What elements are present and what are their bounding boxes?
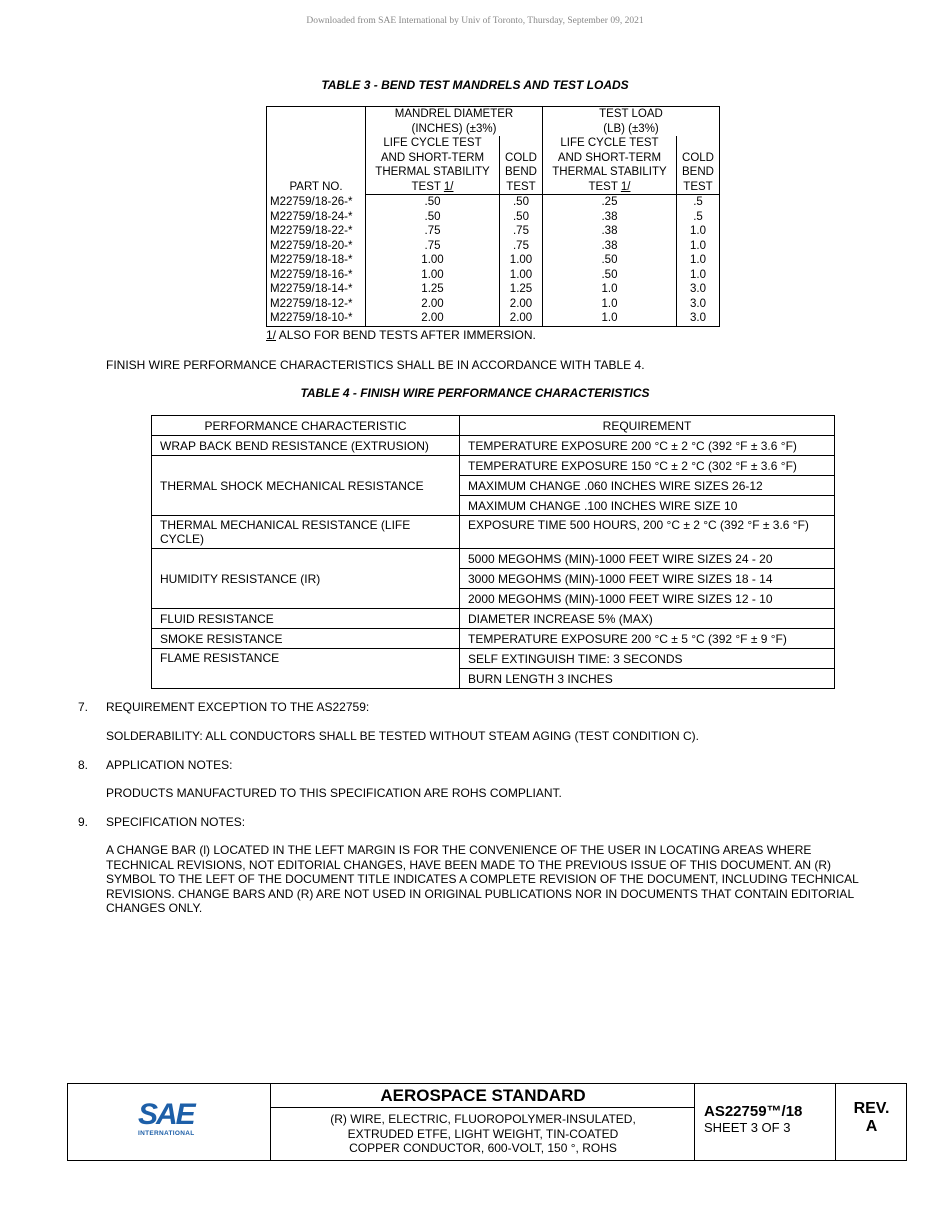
mandrel-cold-cell: 1.00 [500,253,543,268]
load-life-cell: .50 [542,268,676,283]
table3-footnote: 1/ ALSO FOR BEND TESTS AFTER IMMERSION. [266,328,536,342]
load-life-cell: .50 [542,253,676,268]
section-9-title: SPECIFICATION NOTES: [106,815,246,829]
req-smoke: TEMPERATURE EXPOSURE 200 °C ± 5 °C (392 °F ± 9 °F) [460,629,835,649]
req-flame-2: BURN LENGTH 3 INCHES [460,669,835,689]
char-smoke: SMOKE RESISTANCE [152,629,460,649]
mandrel-cold-cell: .75 [500,239,543,254]
char-flame: FLAME RESISTANCE [152,649,460,689]
load-cold-cell: 1.0 [676,224,719,239]
load-cold-cell: 1.0 [676,268,719,283]
req-humidity-3: 2000 MEGOHMS (MIN)-1000 FEET WIRE SIZES 12 - 10 [460,589,835,609]
char-thermal-mech: THERMAL MECHANICAL RESISTANCE (LIFE CYCLE) [152,516,460,549]
load-life-cell: .38 [542,224,676,239]
load-life-cell: .38 [542,210,676,225]
performance-table [151,415,835,689]
part-no-cell: M22759/18-12-* [267,297,366,312]
table-row [267,297,720,312]
download-notice: Downloaded from SAE International by Univ of Toronto, Thursday, September 09, 2021 [306,16,644,26]
load-cold-cell: 1.0 [676,253,719,268]
req-wrap: TEMPERATURE EXPOSURE 200 °C ± 2 °C (392 °F ± 3.6 °F) [460,436,835,456]
part-no-cell: M22759/18-22-* [267,224,366,239]
group-mandrel: MANDREL DIAMETER (INCHES) (±3%) [366,107,543,137]
table-row [267,311,720,326]
mandrel-life-cell: .50 [366,210,500,225]
part-no-cell: M22759/18-24-* [267,210,366,225]
mandrel-cold-cell: .75 [500,224,543,239]
table-row [267,253,720,268]
sheet-number: SHEET 3 OF 3 [704,1120,791,1135]
document-title: (R) WIRE, ELECTRIC, FLUOROPOLYMER-INSULATED, EXTRUDED ETFE, LIGHT WEIGHT, TIN-COATED COPPER CONDUCTOR, 600-VOLT, 150 °, ROHS [330,1112,636,1155]
load-cold-cell: 1.0 [676,239,719,254]
section-8-number: 8. [78,758,89,772]
part-no-cell: M22759/18-26-* [267,195,366,210]
req-humidity-1: 5000 MEGOHMS (MIN)-1000 FEET WIRE SIZES 24 - 20 [460,549,835,569]
table-row [267,268,720,283]
req-thermal-shock-1: TEMPERATURE EXPOSURE 150 °C ± 2 °C (302 °F ± 3.6 °F) [460,456,835,476]
char-wrap: WRAP BACK BEND RESISTANCE (EXTRUSION) [152,436,460,456]
load-cold-cell: 3.0 [676,311,719,326]
part-no-cell: M22759/18-16-* [267,268,366,283]
part-no-cell: M22759/18-10-* [267,311,366,326]
table-row [267,195,720,210]
char-humidity: HUMIDITY RESISTANCE (IR) [152,549,460,609]
section-7-number: 7. [78,700,89,714]
table-row [267,282,720,297]
table3-caption: TABLE 3 - BEND TEST MANDRELS AND TEST LOADS [321,78,629,92]
part-no-cell: M22759/18-20-* [267,239,366,254]
mandrel-cold-cell: 2.00 [500,297,543,312]
mandrel-life-cell: .50 [366,195,500,210]
col-mandrel-cold: COLD BEND TEST [500,136,543,195]
mandrel-life-cell: 2.00 [366,311,500,326]
load-life-cell: .25 [542,195,676,210]
req-thermal-mech: EXPOSURE TIME 500 HOURS, 200 °C ± 2 °C (392 °F ± 3.6 °F) [460,516,835,549]
section-9-number: 9. [78,815,89,829]
mandrel-life-cell: 1.00 [366,253,500,268]
load-cold-cell: 3.0 [676,282,719,297]
group-load: TEST LOAD (LB) (±3%) [542,107,719,137]
load-cold-cell: .5 [676,210,719,225]
head-characteristic: PERFORMANCE CHARACTERISTIC [152,416,460,436]
section-9-body: A CHANGE BAR (l) LOCATED IN THE LEFT MARGIN IS FOR THE CONVENIENCE OF THE USER IN LOCATING AREAS WHERE TECHNICAL REVISIONS, NOT EDITORIAL CHANGES, HAVE BEEN MADE TO THE PREVIOUS ISSUE OF THIS DOCUMENT. AN (R) SYMBOL TO THE LEFT OF THE DOCUMENT TITLE INDICATES A COMPLETE REVISION OF THE DOCUMENT, INCLUDING TECHNICAL REVISIONS. CHANGE BARS AND (R) ARE NOT USED IN ORIGINAL PUBLICATIONS NOR IN DOCUMENTS THAT CONTAIN EDITORIAL CHANGES ONLY. [106,843,859,915]
req-fluid: DIAMETER INCREASE 5% (MAX) [460,609,835,629]
req-flame-1: SELF EXTINGUISH TIME: 3 SECONDS [460,649,835,669]
section-7-title: REQUIREMENT EXCEPTION TO THE AS22759: [106,700,370,714]
document-number: AS22759™/18 [704,1103,803,1120]
col-load-cold: COLD BEND TEST [676,136,719,195]
mandrel-cold-cell: 1.00 [500,268,543,283]
col-part-no: PART NO. [267,107,366,195]
part-no-cell: M22759/18-18-* [267,253,366,268]
table4-caption: TABLE 4 - FINISH WIRE PERFORMANCE CHARACTERISTICS [300,386,650,400]
head-requirement: REQUIREMENT [460,416,835,436]
char-fluid: FLUID RESISTANCE [152,609,460,629]
load-life-cell: .38 [542,239,676,254]
sae-logo: SAE INTERNATIONAL [138,1098,195,1137]
mandrel-cold-cell: 2.00 [500,311,543,326]
mandrel-cold-cell: .50 [500,195,543,210]
bend-test-table [266,106,720,327]
mandrel-life-cell: 2.00 [366,297,500,312]
section-7-body: SOLDERABILITY: ALL CONDUCTORS SHALL BE TESTED WITHOUT STEAM AGING (TEST CONDITION C). [106,729,699,743]
table-row [267,239,720,254]
mandrel-life-cell: .75 [366,224,500,239]
load-life-cell: 1.0 [542,297,676,312]
mandrel-life-cell: 1.25 [366,282,500,297]
req-thermal-shock-2: MAXIMUM CHANGE .060 INCHES WIRE SIZES 26-12 [460,476,835,496]
load-life-cell: 1.0 [542,282,676,297]
standard-label: AEROSPACE STANDARD [271,1084,695,1108]
load-life-cell: 1.0 [542,311,676,326]
finish-intro: FINISH WIRE PERFORMANCE CHARACTERISTICS SHALL BE IN ACCORDANCE WITH TABLE 4. [106,358,645,372]
section-8-body: PRODUCTS MANUFACTURED TO THIS SPECIFICATION ARE ROHS COMPLIANT. [106,786,562,800]
mandrel-life-cell: 1.00 [366,268,500,283]
mandrel-cold-cell: .50 [500,210,543,225]
mandrel-life-cell: .75 [366,239,500,254]
table-row [267,210,720,225]
req-thermal-shock-3: MAXIMUM CHANGE .100 INCHES WIRE SIZE 10 [460,496,835,516]
mandrel-cold-cell: 1.25 [500,282,543,297]
table-row [267,224,720,239]
title-block [67,1083,907,1161]
load-cold-cell: .5 [676,195,719,210]
load-cold-cell: 3.0 [676,297,719,312]
req-humidity-2: 3000 MEGOHMS (MIN)-1000 FEET WIRE SIZES 18 - 14 [460,569,835,589]
rev-value: A [865,1118,878,1135]
rev-label: REV. [853,1100,890,1117]
part-no-cell: M22759/18-14-* [267,282,366,297]
section-8-title: APPLICATION NOTES: [106,758,233,772]
char-thermal-shock: THERMAL SHOCK MECHANICAL RESISTANCE [152,456,460,516]
col-mandrel-life: LIFE CYCLE TEST AND SHORT-TERM THERMAL STABILITY TEST 1/ [366,136,500,195]
col-load-life: LIFE CYCLE TEST AND SHORT-TERM THERMAL STABILITY TEST 1/ [542,136,676,195]
